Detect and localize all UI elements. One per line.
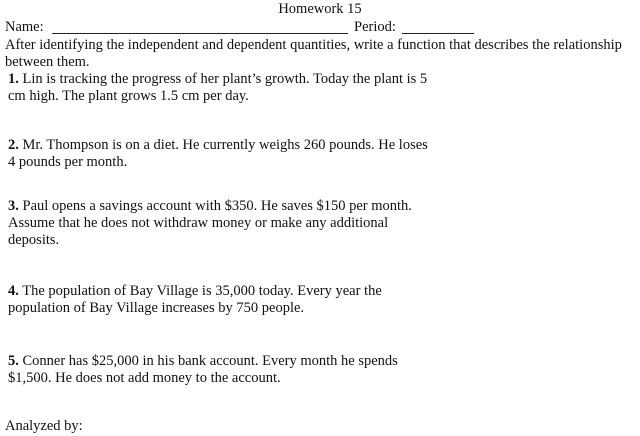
problem-1 (8, 71, 428, 105)
period-blank-line (402, 33, 474, 34)
analyzed-by-label: Analyzed by: (5, 418, 83, 434)
name-blank-line (52, 33, 348, 34)
problem-text: The population of Bay Village is 35,000 today. Every year the population of Bay Village increases by 750 people. (8, 283, 382, 316)
problem-number: 2. (8, 137, 19, 153)
problem-text: Lin is tracking the progress of her plant’s growth. Today the plant is 5 cm high. The plant grows 1.5 cm per day. (8, 71, 428, 104)
problem-number: 5. (8, 353, 19, 369)
problem-text: Paul opens a savings account with $350. He saves $150 per month. Assume that he does not withdraw money or make any additional deposits. (8, 198, 412, 248)
page-title: Homework 15 (278, 1, 362, 17)
name-period-row (5, 19, 635, 37)
problem-text: Mr. Thompson is on a diet. He currently weighs 260 pounds. He loses 4 pounds per month. (8, 137, 428, 170)
name-label: Name: (5, 19, 44, 35)
problem-number: 4. (8, 283, 19, 299)
problem-number: 1. (8, 71, 19, 87)
problem-5 (8, 353, 428, 387)
problem-2 (8, 137, 428, 171)
period-label: Period: (354, 19, 396, 35)
problem-text: Conner has $25,000 in his bank account. Every month he spends $1,500. He does not add money to the account. (8, 353, 398, 386)
problem-4 (8, 283, 428, 317)
problem-3 (8, 198, 428, 249)
instructions-text: After identifying the independent and dependent quantities, write a function that describes the relationship between them. (5, 37, 622, 70)
problem-number: 3. (8, 198, 19, 214)
